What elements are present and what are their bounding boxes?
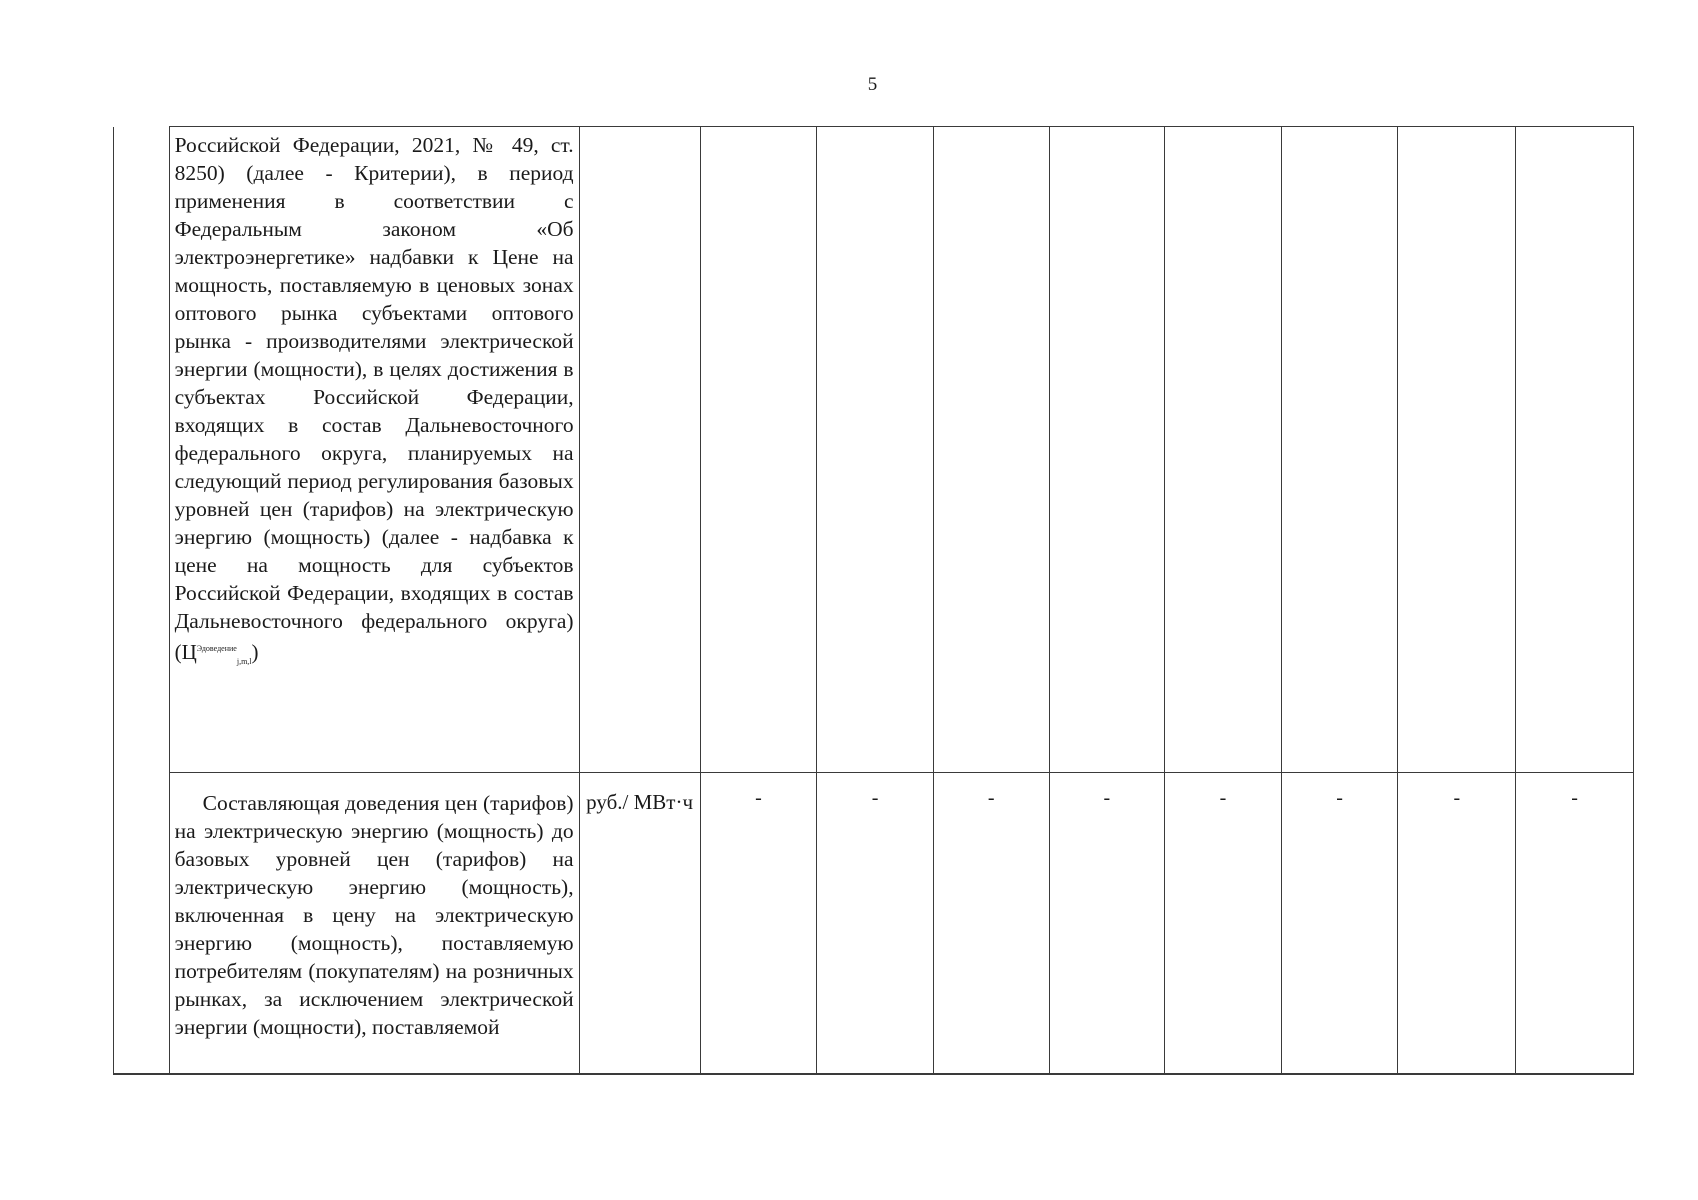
value-cell [1165,127,1282,773]
value-text: - [871,787,879,809]
value-text: - [755,787,762,809]
value-text: - [987,787,995,809]
value-text: - [1571,787,1578,809]
description-text: Составляющая доведения цен (тарифов) на электрическую энергию (мощность) до базовых уровней цен (тарифов) на электрическую энергию (мощность), включенная в цену на электрическую энергию (мощность), поставляемую потребителям (покупателям) на розничных рынках, за исключением электрической энергии (мощности), поставляемой [174,791,574,1039]
value-cell [817,127,934,773]
value-cell [1398,773,1516,1075]
value-text: - [1336,787,1343,809]
description-cell [169,127,579,773]
value-cell [1049,127,1165,773]
description-cell [169,773,579,1075]
value-cell [933,773,1049,1075]
value-cell [1516,773,1634,1075]
formula: $(Ц^{Эдоведение}_{j,m,l})$ [174,640,259,667]
unit-text [580,127,700,143]
value-text [1050,127,1165,141]
value-text [1165,127,1281,141]
unit-cell [579,127,700,773]
formula-subscript: j,m,l [236,657,252,667]
value-cell [1049,773,1165,1075]
formula-superscript: Эдоведение [196,644,237,653]
value-cell [700,773,817,1075]
unit-text: руб./ МВт·ч [586,790,694,814]
value-cell [1516,127,1634,773]
value-cell [933,127,1049,773]
value-cell [1281,773,1398,1075]
value-cell [700,127,817,773]
value-cell [817,773,934,1075]
value-text: - [1219,787,1227,809]
value-cell [1165,773,1282,1075]
value-text [1282,127,1398,141]
value-text [817,127,933,141]
value-text [701,127,817,141]
value-text [1516,127,1633,141]
value-text: - [1453,787,1461,809]
value-text [934,127,1049,141]
value-text [1398,127,1515,141]
page-number: 5 [867,74,878,95]
formula-symbol: Ц [181,640,197,664]
description-text: Российской Федерации, 2021, № 49, ст. 8250) (далее - Критерии), в период применения в соответствии с Федеральным законом «Об электроэнергетике» надбавки к Цене на мощность, поставляемую в ценовых зонах оптового рынка субъектами оптового рынка - производителями электрической энергии (мощности), в целях достижения в субъектах Российской Федерации, входящих в состав Дальневосточного федерального округа, планируемых на следующий период регулирования базовых уровней цен (тарифов) на электрическую энергию (мощность) (далее - надбавка к цене на мощность для субъектов Российской Федерации, входящих в состав Дальневосточного федерального округа) [174,133,574,633]
row-number-cell [114,773,170,1075]
value-cell [1398,127,1516,773]
row-number-cell [114,127,170,773]
value-cell [1281,127,1398,773]
tariff-table [113,126,1634,1075]
table-row [114,127,1634,773]
value-text: - [1103,787,1111,809]
table-row [114,773,1634,1075]
unit-cell [579,773,700,1075]
